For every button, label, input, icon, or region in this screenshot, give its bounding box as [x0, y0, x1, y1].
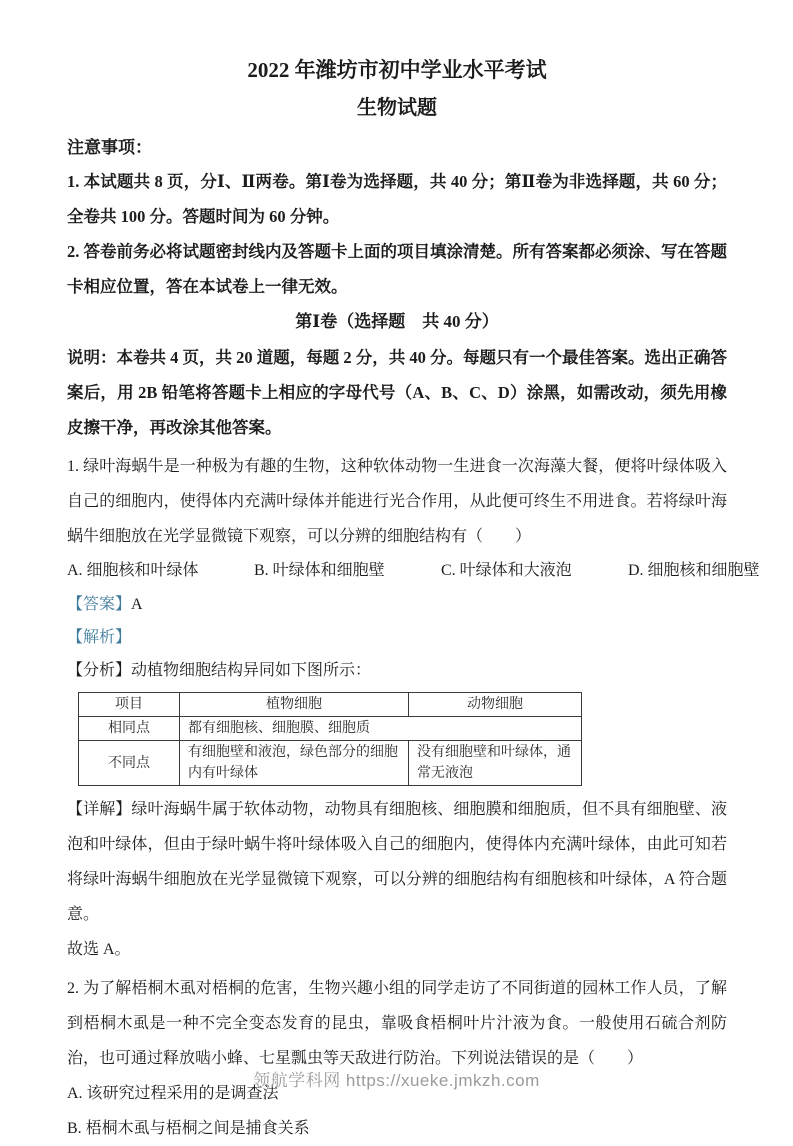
detail-text: 绿叶海蜗牛属于软体动物，动物具有细胞核、细胞膜和细胞质，但不具有细胞壁、液泡和叶绿体，但由于绿叶蜗牛将叶绿体吸入自己的细胞内，使得体内充满叶绿体，由此可知若将绿叶海蜗牛细胞放在光学显微镜下观察，可以分辨的细胞结构有细胞核和叶绿体，A 符合题意。	[67, 801, 727, 923]
different-plant-cell: 有细胞壁和液泡，绿色部分的细胞内有叶绿体	[180, 741, 409, 786]
question-2-option-b: B. 梧桐木虱与梧桐之间是捕食关系	[67, 1120, 310, 1137]
question-1-option-d: D. 细胞核和细胞壁	[628, 562, 760, 579]
table-header-animal-cell: 动物细胞	[409, 693, 582, 717]
question-2-option-a: A. 该研究过程采用的是调查法	[67, 1085, 279, 1102]
exam-title: 2022 年潍坊市初中学业水平考试	[247, 58, 547, 82]
explanation-label-line	[67, 621, 727, 654]
question-1-option-c: C. 叶绿体和大液泡	[441, 562, 572, 579]
conclusion-line: 故选 A。	[67, 941, 131, 958]
detail-label: 【详解】	[67, 801, 132, 818]
question-1-stem: 1. 绿叶海蜗牛是一种极为有趣的生物，这种软体动物一生进食一次海藻大餐，便将叶绿体吸入自己的细胞内，使得体内充满叶绿体并能进行光合作用，从此便可终生不用进食。若将绿叶海蜗牛细胞放在光学显微镜下观察，可以分辨的细胞结构有（ ）	[67, 458, 727, 545]
answer-value: A	[131, 596, 143, 613]
table-row-differences	[79, 741, 582, 786]
section-1-heading: 第Ⅰ卷（选择题 共 40 分）	[295, 312, 499, 331]
analysis-label: 【分析】	[67, 662, 132, 679]
analysis-text: 动植物细胞结构异同如下图所示：	[131, 662, 372, 679]
similar-label-cell: 相同点	[79, 717, 180, 741]
answer-label: 【答案】	[67, 596, 132, 613]
different-animal-cell: 没有细胞壁和叶绿体，通常无液泡	[409, 741, 582, 786]
explanation-label: 【解析】	[67, 629, 132, 646]
answer-line	[67, 588, 727, 621]
table-header-row	[79, 693, 582, 717]
notice-item-2: 2. 答卷前务必将试题密封线内及答题卡上面的项目填涂清楚。所有答案都必须涂、写在答题卡相应位置，答在本试卷上一律无效。	[67, 242, 727, 296]
notice-item-1: 1. 本试题共 8 页，分Ⅰ、Ⅱ两卷。第Ⅰ卷为选择题，共 40 分；第Ⅱ卷为非选择题，共 60 分；全卷共 100 分。答题时间为 60 分钟。	[67, 172, 727, 226]
table-header-item: 项目	[79, 693, 180, 717]
table-header-plant-cell: 植物细胞	[180, 693, 409, 717]
watermark: 领航学科网 https://xueke.jmkzh.com	[253, 1071, 540, 1090]
analysis-line	[67, 654, 727, 687]
detail-paragraph	[67, 792, 727, 932]
table-row-similarities	[79, 717, 582, 741]
cell-comparison-table	[78, 692, 582, 786]
question-1-options	[67, 554, 760, 588]
similar-text-cell: 都有细胞核、细胞膜、细胞质	[180, 717, 582, 741]
notice-heading: 注意事项：	[67, 138, 152, 157]
question-1-option-b: B. 叶绿体和细胞壁	[254, 562, 385, 579]
question-2-stem: 2. 为了解梧桐木虱对梧桐的危害，生物兴趣小组的同学走访了不同街道的园林工作人员，了解到梧桐木虱是一种不完全变态发育的昆虫，靠吸食梧桐叶片汁液为食。一般使用石硫合剂防治，也可通过释放啮小蜂、七星瓢虫等天敌进行防治。下列说法错误的是（ ）	[67, 980, 727, 1067]
question-1-option-a: A. 细胞核和叶绿体	[67, 562, 199, 579]
exam-subtitle: 生物试题	[357, 97, 437, 119]
different-label-cell: 不同点	[79, 741, 180, 786]
section-1-instructions: 说明：本卷共 4 页，共 20 道题，每题 2 分，共 40 分。每题只有一个最佳答案。选出正确答案后，用 2B 铅笔将答题卡上相应的字母代号（A、B、C、D）涂黑，如需改动，须先用橡皮擦干净，再改涂其他答案。	[67, 348, 727, 437]
